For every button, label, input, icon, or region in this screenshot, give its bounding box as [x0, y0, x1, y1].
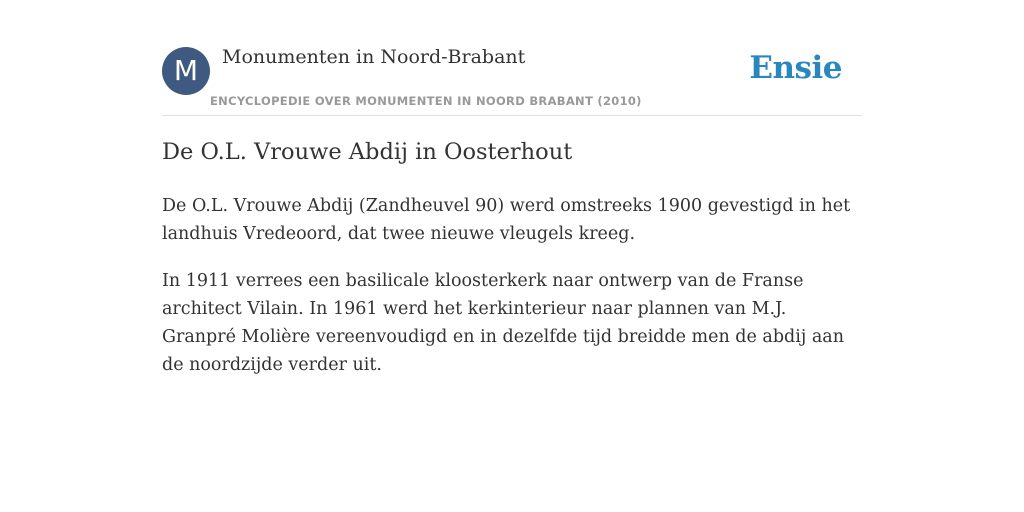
source-subtitle: ENCYCLOPEDIE OVER MONUMENTEN IN NOORD BRABANT (2010) [210, 94, 642, 108]
avatar[interactable]: M [162, 47, 210, 95]
article-paragraph-1: De O.L. Vrouwe Abdij (Zandheuvel 90) werd omstreeks 1900 gevestigd in het landhuis Vredeoord, dat twee nieuwe vleugels kreeg. [162, 196, 851, 244]
source-title[interactable]: Monumenten in Noord-Brabant [222, 46, 526, 68]
ensie-logo[interactable]: Ensie [749, 50, 842, 86]
article-body [162, 192, 862, 398]
page-title: De O.L. Vrouwe Abdij in Oosterhout [162, 139, 573, 165]
article-paragraph-2: In 1911 verrees een basilicale kloosterkerk naar ontwerp van de Franse architect Vilain. In 1961 werd het kerkinterieur naar plannen van M.J. Granpré Molière vereenvoudigd en in dezelfde tijd breidde men de abdij aan de noordzijde verder uit. [162, 271, 844, 375]
source-header [162, 40, 862, 116]
